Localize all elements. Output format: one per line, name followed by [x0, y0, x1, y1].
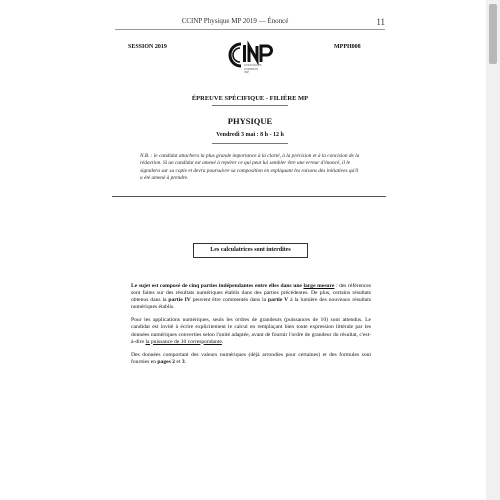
header-rule [115, 29, 385, 30]
bold-text: Le sujet est composé de cinq parties indépendantes entre elles dans une [131, 283, 304, 289]
paragraph-data [131, 352, 371, 366]
exam-code: MPPH008 [334, 44, 361, 50]
section-rule [112, 196, 386, 197]
text: : des références sont faites sur des résultats numériques établis dans des parties précédentes. De plus, certains résultats obtenus dans la [131, 283, 371, 304]
nb-note: N.B. : le candidat attachera la plus grande importance à la clarté, à la précision et à la concision de la rédaction. Si un candidat est amené à repérer ce qui peut lui sembler être une erreur d'énoncé, il le signalera sur sa copie et devra poursuivre sa composition en expliquant les raisons des initiatives qu'il a été amené à prendre. [140, 153, 360, 181]
instructions [131, 283, 371, 372]
text: et [174, 358, 182, 365]
text: . [184, 358, 187, 365]
text: . [221, 338, 224, 345]
date-rule [212, 143, 288, 144]
calculators-notice: Les calculatrices sont interdites [193, 243, 308, 258]
text: Pour les applications numériques, seuls les ordres de grandeurs (puissances de 10) sont attendus. Le candidat est invité à écrire explicitement le calcul en remplaçant bien toute expression littérale par les données numériques converties selon l'unité adaptée, avant de fournir l'ordre de grandeur du résultat, c'est-à-dire [131, 317, 371, 345]
underline-text: la puissance de 10 correspondante [145, 338, 222, 345]
logo-line: CONCOURS [244, 63, 262, 67]
text: peuvent être commentés dans la [190, 297, 269, 304]
vertical-scrollbar[interactable] [486, 0, 500, 500]
subject-title: PHYSIQUE [227, 116, 273, 126]
bold-underline-text: large mesure [303, 283, 335, 289]
text: à la lumière des nouveaux résultats numériques établis. [131, 297, 372, 311]
text: Des données comportant des valeurs numériques (déjà arrondies pour certaines) et des formules sont fournies en [131, 351, 371, 365]
logo-line: COMMUN [244, 66, 258, 71]
bold-text: partie IV [168, 297, 191, 304]
title-rule [212, 105, 288, 106]
exam-date: Vendredi 3 mai : 8 h - 12 h [216, 132, 284, 138]
header-title: CCINP Physique MP 2019 — Énoncé [181, 17, 289, 25]
logo-line: INP [244, 70, 250, 74]
scrollbar-thumb[interactable] [489, 4, 497, 64]
bold-text: pages 2 [157, 358, 175, 365]
epreuve-title: ÉPREUVE SPÉCIFIQUE - FILIÈRE MP [191, 95, 309, 102]
paragraph-numerics [131, 317, 371, 345]
header-page-number: 11 [376, 17, 385, 27]
bold-text: 3 [181, 358, 185, 365]
logo-caption [244, 64, 262, 75]
session-label: SESSION 2019 [128, 44, 167, 50]
bold-text: partie V [268, 297, 289, 304]
paragraph-structure [131, 283, 371, 311]
